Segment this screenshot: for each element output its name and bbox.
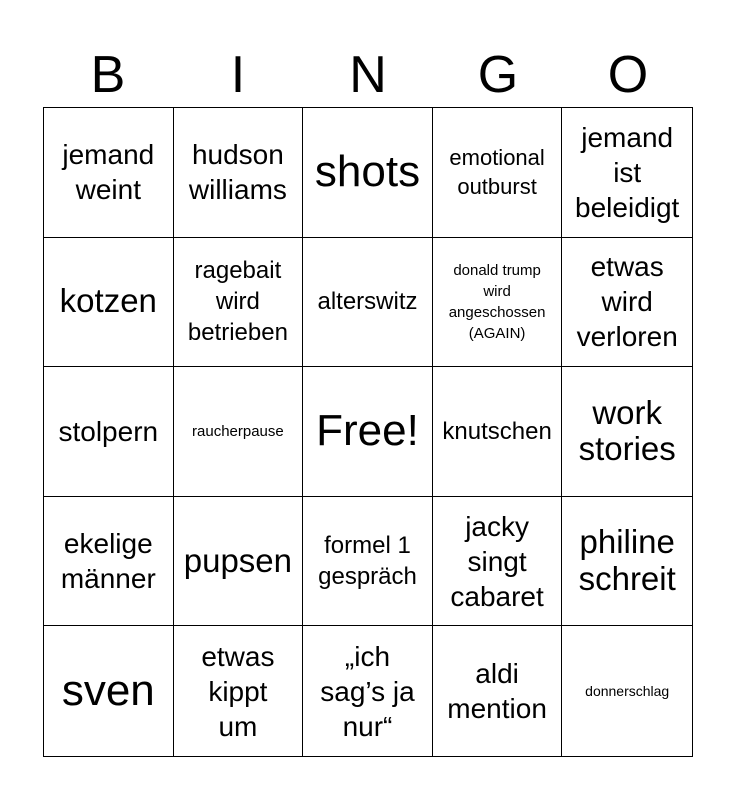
bingo-cell[interactable]: sven bbox=[44, 626, 174, 756]
bingo-card-grid bbox=[43, 107, 693, 757]
header-letter-i: I bbox=[230, 46, 246, 104]
bingo-cell[interactable]: ragebait wird betrieben bbox=[174, 238, 304, 368]
bingo-cell[interactable]: ekelige männer bbox=[44, 497, 174, 627]
bingo-cell[interactable]: etwas kippt um bbox=[174, 626, 304, 756]
bingo-header bbox=[43, 44, 693, 106]
bingo-cell[interactable]: shots bbox=[303, 108, 433, 238]
bingo-cell[interactable]: raucherpause bbox=[174, 367, 304, 497]
header-letter-n: N bbox=[349, 46, 387, 104]
bingo-cell[interactable]: „ich sag’s ja nur“ bbox=[303, 626, 433, 756]
bingo-cell[interactable]: aldi mention bbox=[433, 626, 563, 756]
header-letter-b: B bbox=[90, 46, 126, 104]
bingo-cell[interactable]: emotional outburst bbox=[433, 108, 563, 238]
bingo-cell[interactable]: work stories bbox=[562, 367, 692, 497]
bingo-cell[interactable]: kotzen bbox=[44, 238, 174, 368]
bingo-cell[interactable]: jemand ist beleidigt bbox=[562, 108, 692, 238]
bingo-cell[interactable]: alterswitz bbox=[303, 238, 433, 368]
header-letter-g: G bbox=[477, 46, 519, 104]
bingo-cell[interactable]: pupsen bbox=[174, 497, 304, 627]
bingo-cell[interactable]: donald trump wird angeschossen (AGAIN) bbox=[433, 238, 563, 368]
bingo-cell[interactable]: jemand weint bbox=[44, 108, 174, 238]
header-letter-o: O bbox=[607, 46, 649, 104]
bingo-cell[interactable]: donnerschlag bbox=[585, 683, 670, 700]
bingo-cell[interactable]: stolpern bbox=[44, 367, 174, 497]
bingo-cell[interactable]: etwas wird verloren bbox=[562, 238, 692, 368]
bingo-cell[interactable]: philine schreit bbox=[562, 497, 692, 627]
free-space-cell[interactable]: Free! bbox=[303, 367, 433, 497]
bingo-cell[interactable]: jacky singt cabaret bbox=[433, 497, 563, 627]
bingo-cell[interactable]: formel 1 gespräch bbox=[303, 497, 433, 627]
bingo-cell[interactable]: knutschen bbox=[433, 367, 563, 497]
bingo-cell[interactable]: hudson williams bbox=[174, 108, 304, 238]
